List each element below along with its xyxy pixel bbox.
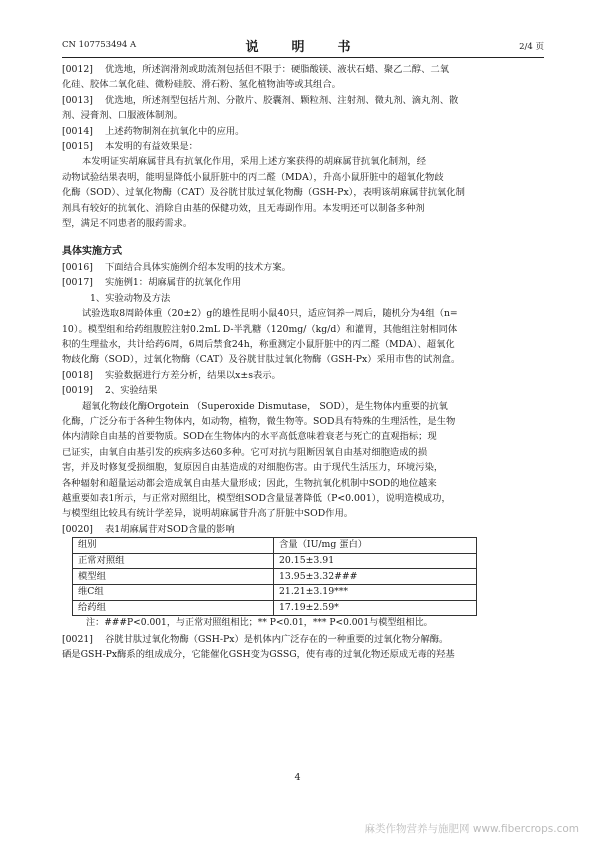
paragraph-text: 实施例1：胡麻属苷的抗氧化作用 (105, 277, 242, 289)
paragraph-0013 (62, 93, 544, 108)
effect-line: 剂具有较好的抗氧化、消除自由基的保健功效，且无毒副作用。本发明还可以制备多种剂 (62, 202, 425, 214)
paragraph-number: [0017] (62, 277, 93, 289)
table-cell: 正常对照组 (73, 553, 274, 569)
paragraph-text: 谷胱甘肽过氧化物酶（GSH-Px）是机体内广泛存在的一种重要的过氧化物分解酶。 (105, 633, 449, 645)
table-cell: 17.19±2.59* (274, 600, 477, 616)
table-header-cell: 含量（IU/mg 蛋白） (274, 538, 477, 554)
paragraph-0018 (62, 368, 544, 383)
paragraph-0021 (62, 632, 544, 647)
paragraph-number: [0014] (62, 125, 93, 137)
table-cell: 维C组 (73, 584, 274, 600)
result-line: 各种辐射和超量运动都会造成氧自由基大量形成；因此，生物抗氧化机制中SOD的地位越来 (62, 477, 437, 489)
sod-table (72, 537, 477, 616)
table-row (73, 569, 477, 585)
paragraph-text: 上述药物制剂在抗氧化中的应用。 (105, 125, 245, 137)
result-line: 越重要如表1所示，与正常对照组比，模型组SOD含量显著降低（P<0.001），说明造模成功， (62, 492, 451, 504)
paragraph-0019 (62, 383, 544, 398)
result-line: 体内清除自由基的首要物质。SOD在生物体内的水平高低意味着衰老与死亡的直观指标；现 (62, 431, 437, 443)
effect-line: 本发明证实胡麻属苷具有抗氧化作用，采用上述方案获得的胡麻属苷抗氧化制剂，经 (82, 156, 426, 168)
paragraph-number: [0012] (62, 64, 93, 75)
table-cell: 13.95±3.32### (274, 569, 477, 585)
result-line: 害，并及时修复受损细胞，复原因自由基造成的对细胞伤害。由于现代生活压力，环境污染， (62, 462, 444, 474)
header-divider (62, 57, 544, 58)
publication-number: CN 107753494 A (62, 40, 137, 50)
result-line: 与模型组比较具有统计学差异，说明胡麻属苷升高了肝脏中SOD作用。 (62, 508, 354, 520)
result-line: 超氧化物歧化酶Orgotein （Superoxide Dismutase， SOD），是生物体内重要的抗氧 (82, 400, 448, 412)
method-line: 积的生理盐水，共计给药6周，6周后禁食24h，称重测定小鼠肝脏中的丙二醛（MDA）、超氧化 (62, 338, 455, 350)
table-header-row (73, 538, 477, 554)
table-note: 注：###P<0.001，与正常对照组相比；** P<0.01，*** P<0.001与模型组相比。 (86, 618, 433, 629)
table-cell: 给药组 (73, 600, 274, 616)
paragraph-text: 2、实验结果 (105, 385, 158, 397)
paragraph-0021-cont: 硒是GSH-Px酶系的组成成分，它能催化GSH变为GSSG，使有毒的过氧化物还原成无毒的羟基 (62, 648, 455, 660)
method-line: 物歧化酶（SOD），过氧化物酶（CAT）及谷胱甘肽过氧化物酶（GSH-Px）采用市售的试剂盒。 (62, 354, 461, 366)
table-row (73, 553, 477, 569)
paragraph-0012 (62, 62, 544, 77)
paragraph-0014 (62, 124, 544, 139)
paragraph-text: 优选地，所述润滑剂或助流剂包括但不限于：硬脂酸镁、液状石蜡、聚乙二醇、二氧 (105, 64, 449, 75)
table-row (73, 600, 477, 616)
result-line: 化酶，广泛分布于各种生物体内，如动物，植物，微生物等。SOD具有特殊的生理活性，是生物 (62, 415, 456, 427)
table-cell: 模型组 (73, 569, 274, 585)
paragraph-text: 优选地，所述剂型包括片剂、分散片、胶囊剂、颗粒剂、注射剂、微丸剂、滴丸剂、散 (105, 94, 459, 106)
effect-line: 型，满足不同患者的服药需求。 (62, 218, 193, 230)
paragraph-number: [0021] (62, 633, 93, 645)
subheading-methods: 1、实验动物及方法 (90, 292, 171, 304)
watermark: 麻类作物营养与施肥网 www.fibercrops.com (364, 823, 579, 835)
page-number: 4 (294, 772, 301, 783)
section-heading: 具体实施方式 (62, 246, 122, 258)
method-line: 试验选取8周龄体重（20±2）g的雄性昆明小鼠40只，适应饲养一周后，随机分为4组（n= (82, 308, 458, 320)
table-caption: 表1胡麻属苷对SOD含量的影响 (105, 523, 235, 535)
paragraph-0017 (62, 275, 544, 290)
paragraph-number: [0020] (62, 523, 93, 535)
paragraph-number: [0015] (62, 141, 93, 153)
effect-line: 动物试验结果表明，能明显降低小鼠肝脏中的丙二醛（MDA），升高小鼠肝脏中的超氧化物歧 (62, 171, 444, 183)
paragraph-number: [0019] (62, 385, 93, 397)
table-row (73, 584, 477, 600)
document-body (62, 62, 544, 662)
page-indicator: 2/4 页 (519, 42, 544, 52)
page-header (62, 36, 544, 56)
table-header-cell: 组别 (73, 538, 274, 554)
paragraph-number: [0016] (62, 261, 93, 273)
paragraph-0012-cont: 化硅、胶体二氧化硅、微粉硅胶、滑石粉、氢化植物油等或其组合。 (62, 79, 341, 91)
document-title: 说 明 书 (245, 40, 361, 55)
table-cell: 20.15±3.91 (274, 553, 477, 569)
paragraph-number: [0018] (62, 369, 93, 381)
paragraph-0013-cont: 剂、浸膏剂、口服液体制剂。 (62, 110, 183, 122)
paragraph-text: 实验数据进行方差分析，结果以x±s表示。 (105, 369, 281, 381)
paragraph-text: 本发明的有益效果是： (105, 141, 198, 153)
paragraph-0015 (62, 139, 544, 154)
paragraph-0020 (62, 522, 544, 537)
paragraph-text: 下面结合具体实施例介绍本发明的技术方案。 (105, 261, 291, 273)
result-line: 已证实，由氧自由基引发的疾病多达60多种。它可对抗与阻断因氧自由基对细胞造成的损 (62, 446, 428, 458)
paragraph-number: [0013] (62, 94, 93, 106)
effect-line: 化酶（SOD）、过氧化物酶（CAT）及谷胱甘肽过氧化物酶（GSH-Px），表明该胡麻属苷抗氧化制 (62, 187, 465, 199)
table-cell: 21.21±3.19*** (274, 584, 477, 600)
paragraph-0016 (62, 260, 544, 275)
method-line: 10）。模型组和给药组腹腔注射0.2mL D-半乳糖（120mg/（kg/d）和灌胃，其他组注射相同体 (62, 323, 458, 335)
